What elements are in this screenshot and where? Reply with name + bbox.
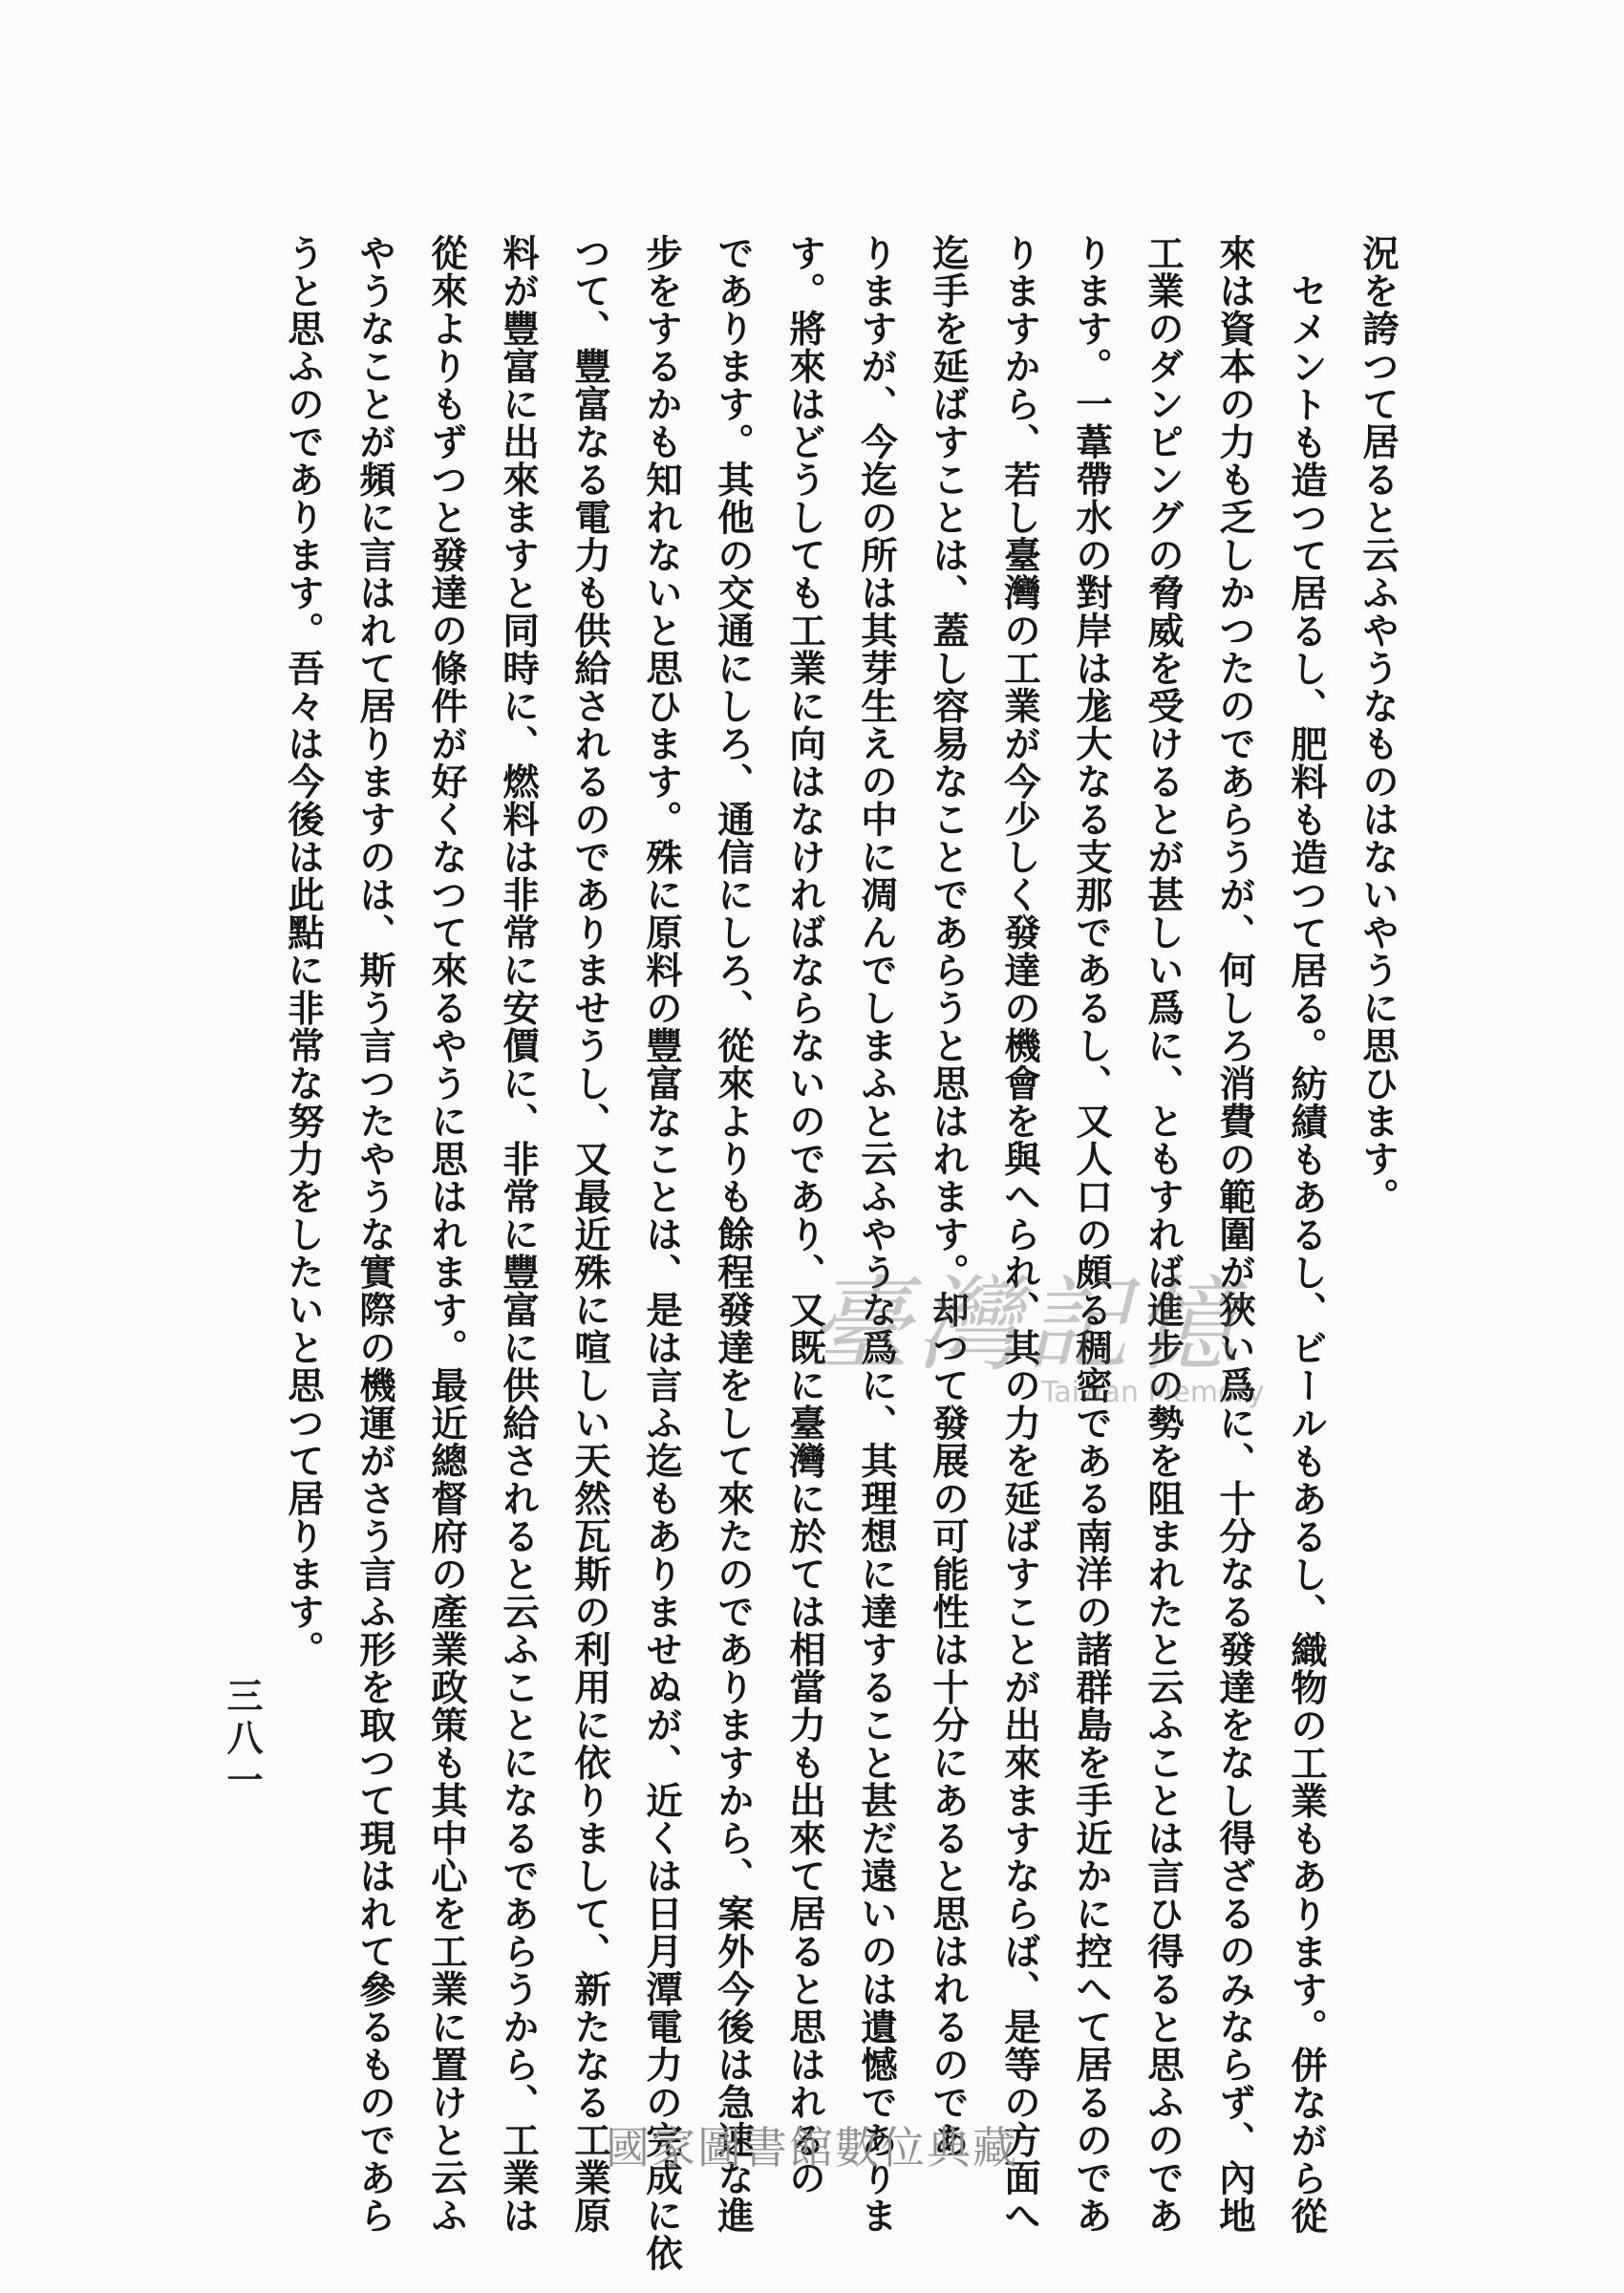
text-line: つて、豐富なる電力も供給されるのでありませうし、又最近殊に喧しい天然瓦斯の利用に依りまして、新たなる工業原 <box>568 234 611 2235</box>
watermark-title: 臺灣記憶 <box>807 1266 1244 1385</box>
text-line: やうなことが頻に言はれて居りますのは、斯う言つたやうな實際の機運がさう言ふ形を取つて現はれて參るものであら <box>353 234 396 2235</box>
text-line: ります。一葦帶水の對岸は尨大なる支那であるし、又人口の頗る稠密である南洋の諸群島を手近かに控へて居るのであ <box>1070 234 1113 2235</box>
watermark-subtitle: Taiwan Memory <box>1041 1376 1265 1409</box>
text-line: 步をするかも知れないと思ひます。殊に原料の豐富なことは、是は言ふ迄もありませぬが、近くは日月潭電力の完成に依 <box>640 234 683 2272</box>
text-line: 從來よりもずつと發達の條件が好くなつて來るやうに思はれます。最近總督府の產業政策も其中心を工業に置けと云ふ <box>425 234 468 2235</box>
text-line: セメントも造つて居るし、肥料も造つて居る。紡績もあるし、ビールもあるし、織物の工業もあります。併ながら從 <box>1285 272 1328 2235</box>
text-line: りますから、若し臺灣の工業が今少しく發達の機會を與へられ、其の力を延ばすことが出來ますならば、是等の方面へ <box>998 234 1041 2235</box>
text-line: 工業のダンピングの脅威を受けるとが甚しい爲に、ともすれば進步の勢を阻まれたと云ふことは言ひ得ると思ふのであ <box>1142 234 1185 2235</box>
text-line: うと思ふのであります。吾々は今後は此點に非常な努力をしたいと思つて居ります。 <box>282 234 325 1668</box>
text-line: りますが、今迄の所は其芽生えの中に凋んでしまふと云ふやうな爲に、其理想に達すること甚だ遠いのは遺憾でありま <box>855 234 898 2235</box>
footer-credit: 國家圖書館數位典藏 <box>606 2122 1018 2174</box>
text-line: であります。其他の交通にしろ、通信にしろ、從來よりも餘程發達をして來たのでありますから、案外今後は急速な進 <box>712 234 755 2235</box>
text-line: 況を誇つて居ると云ふやうなものはないやうに思ひます。 <box>1357 234 1400 1215</box>
text-line: 迄手を延ばすことは、蓋し容易なことであらうと思はれます。却つて發展の可能性は十分にあると思はれるのであ <box>927 234 970 2159</box>
text-line: 料が豐富に出來ますと同時に、燃料は非常に安價に、非常に豐富に供給されると云ふことになるであらうから、工業は <box>497 234 540 2235</box>
text-line: す。將來はどうしても工業に向はなければならないのであり、又既に臺灣に於ては相當力も出來て居ると思はれるの <box>783 234 826 2197</box>
text-line: 來は資本の力も乏しかつたのであらうが、何しろ消費の範圍が狹い爲に、十分なる發達をなし得ざるのみならず、內地 <box>1213 234 1256 2235</box>
page-number: 三八一 <box>221 1677 264 1803</box>
